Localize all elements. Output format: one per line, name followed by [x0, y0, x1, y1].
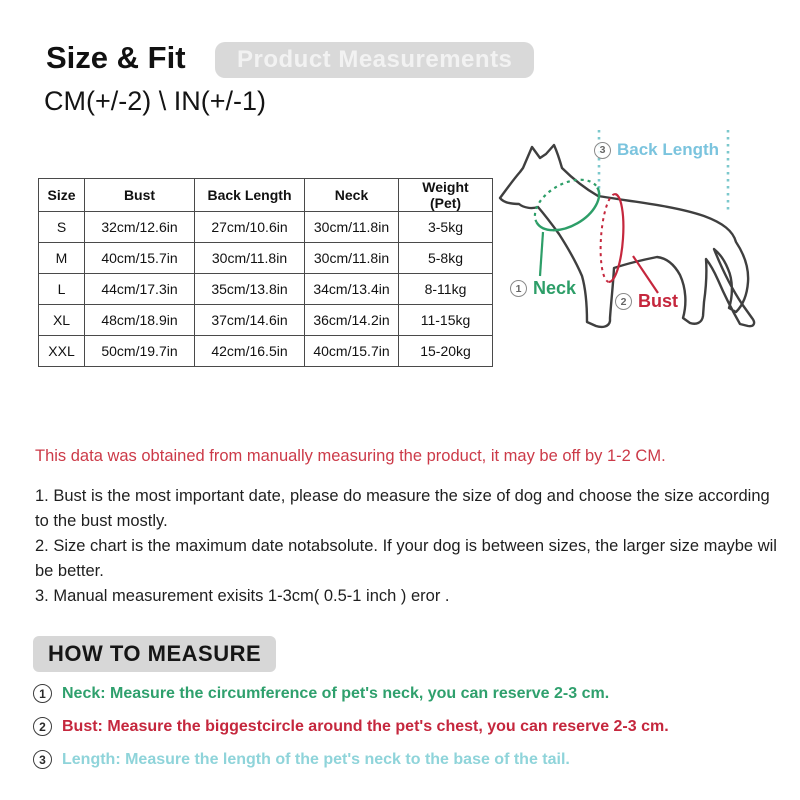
how-to-measure-heading: HOW TO MEASURE	[33, 636, 276, 672]
product-measurements-badge: Product Measurements	[215, 42, 534, 78]
table-cell: 40cm/15.7in	[85, 243, 195, 274]
table-cell: 32cm/12.6in	[85, 212, 195, 243]
table-cell: 40cm/15.7in	[305, 336, 399, 367]
size-chart-header	[39, 179, 493, 212]
page-title: Size & Fit	[46, 40, 186, 75]
sizing-note: 2. Size chart is the maximum date notabsolute. If your dog is between sizes, the larger size maybe wil be better.	[35, 537, 777, 580]
neck-label-text: Neck	[533, 278, 577, 298]
circled-3-icon: 3	[33, 750, 52, 769]
table-cell: M	[39, 243, 85, 274]
how-to-measure-text: Length: Measure the length of the pet's neck to the base of the tail.	[62, 751, 570, 768]
table-cell: 8-11kg	[399, 274, 493, 305]
table-row	[39, 305, 493, 336]
table-cell: 11-15kg	[399, 305, 493, 336]
dog-measurement-diagram	[490, 128, 800, 383]
table-cell: 15-20kg	[399, 336, 493, 367]
circled-2-icon: 2	[615, 293, 632, 310]
table-cell: S	[39, 212, 85, 243]
table-cell: XL	[39, 305, 85, 336]
table-row	[39, 212, 493, 243]
how-to-measure-text: Bust: Measure the biggestcircle around the pet's chest, you can reserve 2-3 cm.	[62, 718, 669, 735]
sizing-note: 1. Bust is the most important date, please do measure the size of dog and choose the size according to the bust mostly.	[35, 487, 770, 530]
table-row	[39, 274, 493, 305]
table-cell: 5-8kg	[399, 243, 493, 274]
column-header: Weight (Pet)	[399, 179, 493, 212]
table-cell: 30cm/11.8in	[195, 243, 305, 274]
tolerance-note: CM(+/-2) \ IN(+/-1)	[44, 86, 267, 116]
neck-label	[510, 278, 576, 299]
sizing-notes	[35, 484, 785, 609]
size-chart-table	[38, 178, 493, 367]
measurement-disclaimer: This data was obtained from manually measuring the product, it may be off by 1-2 CM.	[35, 447, 666, 465]
how-to-measure-item	[33, 717, 793, 737]
column-header: Bust	[85, 179, 195, 212]
table-cell: 3-5kg	[399, 212, 493, 243]
table-cell: L	[39, 274, 85, 305]
bust-pointer-line	[633, 256, 658, 293]
circled-2-icon: 2	[33, 717, 52, 736]
circled-1-icon: 1	[33, 684, 52, 703]
circled-3-icon: 3	[594, 142, 611, 159]
table-row	[39, 336, 493, 367]
table-cell: 34cm/13.4in	[305, 274, 399, 305]
neck-pointer-line	[540, 232, 543, 276]
sizing-note: 3. Manual measurement exisits 1-3cm( 0.5-1 inch ) eror .	[35, 587, 450, 605]
how-to-measure-item	[33, 750, 793, 770]
table-cell: 27cm/10.6in	[195, 212, 305, 243]
bust-label-text: Bust	[638, 291, 678, 311]
column-header: Back Length	[195, 179, 305, 212]
bust-label	[615, 291, 678, 312]
how-to-measure-list	[33, 684, 793, 783]
column-header: Size	[39, 179, 85, 212]
table-cell: 37cm/14.6in	[195, 305, 305, 336]
dog-outline-illustration	[490, 128, 800, 383]
table-cell: 50cm/19.7in	[85, 336, 195, 367]
table-cell: XXL	[39, 336, 85, 367]
table-cell: 30cm/11.8in	[305, 212, 399, 243]
table-cell: 48cm/18.9in	[85, 305, 195, 336]
table-row	[39, 243, 493, 274]
table-cell: 36cm/14.2in	[305, 305, 399, 336]
table-cell: 42cm/16.5in	[195, 336, 305, 367]
table-cell: 35cm/13.8in	[195, 274, 305, 305]
circled-1-icon: 1	[510, 280, 527, 297]
back-length-label-text: Back Length	[617, 140, 720, 159]
column-header: Neck	[305, 179, 399, 212]
table-cell: 44cm/17.3in	[85, 274, 195, 305]
table-cell: 30cm/11.8in	[305, 243, 399, 274]
how-to-measure-item	[33, 684, 793, 704]
how-to-measure-text: Neck: Measure the circumference of pet's neck, you can reserve 2-3 cm.	[62, 685, 610, 702]
back-length-label	[594, 140, 719, 160]
